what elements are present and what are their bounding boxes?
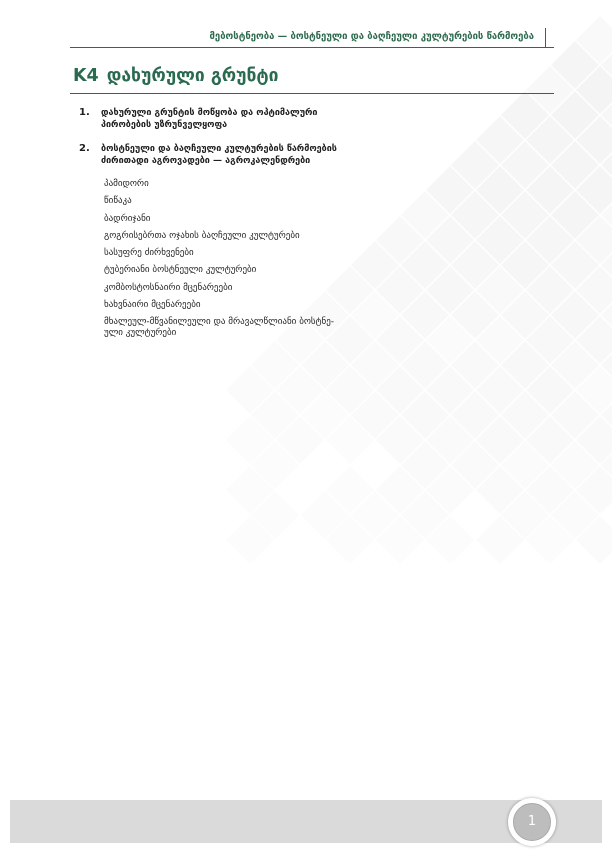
background-diamond	[451, 191, 499, 239]
background-diamond	[226, 516, 274, 564]
background-diamond	[426, 366, 474, 414]
page-number-badge	[508, 798, 556, 846]
background-diamond	[501, 241, 549, 289]
background-diamond	[476, 466, 524, 514]
page-number: 1	[513, 803, 551, 841]
background-diamond	[551, 141, 599, 189]
background-diamond	[601, 141, 612, 189]
background-diamond	[451, 391, 499, 439]
background-diamond	[576, 216, 612, 264]
background-diamond	[576, 266, 612, 314]
background-diamond	[501, 91, 549, 139]
background-diamond	[251, 341, 299, 389]
background-diamond	[601, 441, 612, 489]
background-diamond	[501, 141, 549, 189]
background-diamond	[451, 141, 499, 189]
background-diamond	[526, 466, 574, 514]
list-item-line: ბოსტნეული და ბაღჩეული კულტურების წარმოების	[101, 144, 337, 154]
background-diamond	[301, 491, 349, 539]
background-diamond	[476, 316, 524, 364]
background-diamond	[426, 216, 474, 264]
sub-list-item	[104, 231, 404, 242]
section-heading	[70, 66, 554, 94]
background-diamond	[401, 241, 449, 289]
section-title	[73, 66, 279, 86]
background-diamond	[501, 191, 549, 239]
background-diamond	[426, 166, 474, 214]
background-diamond	[376, 416, 424, 464]
background-diamond	[526, 216, 574, 264]
background-diamond	[251, 441, 299, 489]
section-title-text: დახურული გრუნტი	[106, 66, 279, 86]
background-diamond	[226, 366, 274, 414]
background-diamond	[326, 366, 374, 414]
background-diamond	[476, 366, 524, 414]
sub-list-item	[104, 283, 404, 294]
background-diamond	[526, 266, 574, 314]
list-item-line: დახურული გრუნტის მოწყობა და ოპტიმალური	[101, 108, 318, 118]
sub-list-item	[104, 248, 404, 259]
sub-list	[104, 179, 404, 346]
background-diamond	[426, 316, 474, 364]
background-diamond	[601, 91, 612, 139]
sub-list-line: წიწაკა	[104, 196, 132, 207]
background-diamond	[601, 341, 612, 389]
list-item-number: 2.	[79, 143, 90, 154]
sub-list-line: კომბოსტოსნაირი მცენარეები	[104, 282, 233, 293]
background-diamond	[576, 516, 612, 564]
background-diamond	[451, 441, 499, 489]
background-diamond	[526, 366, 574, 414]
background-diamond	[226, 466, 274, 514]
background-diamond	[376, 366, 424, 414]
background-diamond	[401, 291, 449, 339]
running-header-text: მებოსტნეობა — ბოსტნეული და ბაღჩეული კულტურების წარმოება	[209, 31, 534, 42]
background-diamond	[376, 516, 424, 564]
background-diamond	[276, 416, 324, 464]
list-item-text	[101, 143, 337, 167]
background-diamond	[601, 391, 612, 439]
background-diamond	[376, 466, 424, 514]
background-diamond	[476, 116, 524, 164]
background-diamond	[451, 241, 499, 289]
background-diamond	[401, 391, 449, 439]
list-item-number: 1.	[79, 107, 90, 118]
sub-list-line: ული კულტურები	[104, 328, 177, 339]
background-diamond	[601, 291, 612, 339]
list-item-line: პირობების უზრუნველყოფა	[101, 120, 228, 130]
background-diamond	[501, 441, 549, 489]
sub-list-line: ხახვნაირი მცენარეები	[104, 300, 201, 311]
background-diamond	[351, 391, 399, 439]
sub-list-line: გოგრისებრთა ოჯახის ბაღჩეული კულტურები	[104, 230, 300, 241]
background-diamond	[526, 116, 574, 164]
background-diamond	[551, 491, 599, 539]
background-diamond	[476, 416, 524, 464]
background-diamond	[551, 291, 599, 339]
background-diamond	[576, 366, 612, 414]
background-diamond	[401, 341, 449, 389]
background-diamond	[451, 291, 499, 339]
background-diamond	[576, 316, 612, 364]
background-diamond	[526, 516, 574, 564]
background-diamond	[526, 316, 574, 364]
list-item-text	[101, 107, 318, 131]
background-diamond	[426, 416, 474, 464]
background-diamond	[326, 516, 374, 564]
sub-list-item	[104, 300, 404, 311]
background-diamond	[476, 216, 524, 264]
background-diamond	[551, 341, 599, 389]
background-diamond	[426, 266, 474, 314]
background-diamond	[401, 491, 449, 539]
background-diamond	[551, 391, 599, 439]
background-diamond	[551, 91, 599, 139]
numbered-list	[79, 107, 399, 179]
background-diamond	[401, 441, 449, 489]
background-diamond	[426, 516, 474, 564]
background-diamond	[476, 166, 524, 214]
background-diamond	[576, 66, 612, 114]
background-diamond	[576, 116, 612, 164]
sub-list-item	[104, 179, 404, 190]
running-header	[70, 30, 554, 48]
background-diamond	[251, 491, 299, 539]
background-diamond	[576, 466, 612, 514]
background-diamond	[576, 416, 612, 464]
background-diamond	[501, 341, 549, 389]
background-diamond	[326, 466, 374, 514]
background-diamond	[326, 416, 374, 464]
background-diamond	[401, 191, 449, 239]
sub-list-item	[104, 265, 404, 276]
background-diamond	[501, 491, 549, 539]
background-diamond	[601, 241, 612, 289]
background-diamond	[551, 191, 599, 239]
background-diamond	[476, 266, 524, 314]
background-diamond	[551, 441, 599, 489]
sub-list-line: ტუბერიანი ბოსტნეული კულტურები	[104, 265, 257, 276]
background-diamond	[351, 491, 399, 539]
background-diamond	[476, 516, 524, 564]
section-code: K4	[73, 66, 99, 86]
background-diamond	[501, 291, 549, 339]
background-diamond	[526, 166, 574, 214]
background-diamond	[301, 341, 349, 389]
background-diamond	[451, 341, 499, 389]
sub-list-item	[104, 214, 404, 225]
sub-list-line: პამიდორი	[104, 179, 149, 189]
list-item	[79, 107, 399, 131]
background-diamond	[276, 366, 324, 414]
background-diamond	[251, 391, 299, 439]
background-diamond	[226, 416, 274, 464]
background-diamond	[501, 391, 549, 439]
background-diamond	[601, 41, 612, 89]
background-diamond	[576, 16, 612, 64]
background-diamond	[551, 41, 599, 89]
background-diamond	[601, 191, 612, 239]
header-divider-tick	[545, 28, 546, 47]
sub-list-item	[104, 196, 404, 207]
list-item	[79, 143, 399, 167]
background-diamond	[301, 391, 349, 439]
sub-list-line: მხალეულ-მწვანილეული და მრავალწლიანი ბოსტნე-	[104, 317, 335, 328]
sub-list-item	[104, 317, 404, 339]
sub-list-line: ბადრიჯანი	[104, 213, 151, 224]
background-diamond	[576, 166, 612, 214]
list-item-line: ძირითადი აგროვადები — აგროკალენდრები	[101, 156, 311, 166]
sub-list-line: სასუფრე ძირხვენები	[104, 248, 194, 259]
background-diamond	[351, 341, 399, 389]
background-diamond	[526, 416, 574, 464]
background-diamond	[551, 241, 599, 289]
background-diamond	[426, 466, 474, 514]
